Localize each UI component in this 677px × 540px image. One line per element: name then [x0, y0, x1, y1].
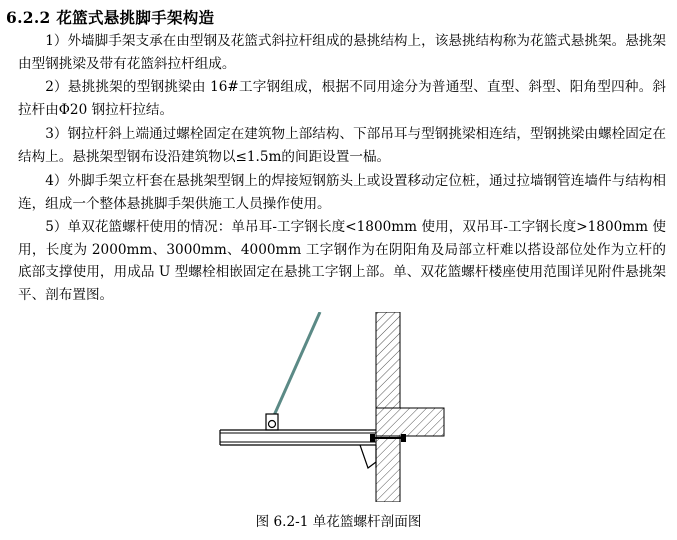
steel-beam	[220, 430, 376, 445]
lifting-lug	[266, 414, 278, 430]
paragraph-5: 5）单双花篮螺杆使用的情况：单吊耳-工字钢长度<1800mm 使用，双吊耳-工字钢长度>1800mm 使用，长度为 2000mm、3000mm、4000mm 工字钢作为在阴阳角及局部立杆难以搭设部位处作为立杆的底部支撑使用，用成品 U 型螺栓相嵌固定在悬挑工字钢上部。单、双花篮螺杆楼座使用范围详见附件悬挑架平、剖布置图。	[18, 219, 666, 303]
paragraph-1: 1）外墙脚手架支承在由型钢及花篮式斜拉杆组成的悬挑结构上，该悬挑结构称为花篮式悬挑架。悬挑架由型钢挑梁及带有花篮斜拉杆组成。	[18, 33, 666, 72]
paragraph-3: 3）钢拉杆斜上端通过螺栓固定在建筑物上部结构、下部吊耳与型钢挑梁相连结，型钢挑梁由螺栓固定在结构上。悬挑架型钢布设沿建筑物以≤1.5m的间距设置一榀。	[18, 126, 666, 165]
tie-rod	[272, 312, 320, 420]
figure-caption: 图 6.2-1 单花篮螺杆剖面图	[255, 514, 422, 530]
cantilever-section-figure	[200, 312, 480, 502]
support-bracket	[360, 445, 376, 468]
paragraph-2: 2）悬挑挑架的型钢挑梁由 16#工字钢组成，根据不同用途分为普通型、直型、斜型、阳角型四种。斜拉杆由Φ20 钢拉杆拉结。	[18, 79, 666, 118]
concrete-wall	[376, 312, 444, 502]
section-heading: 6.2.2 花篮式悬挑脚手架构造	[6, 8, 215, 27]
paragraph-4: 4）外脚手架立杆套在悬挑架型钢上的焊接短钢筋头上或设置移动定位桩，通过拉墙钢管连墙件与结构相连，组成一个整体悬挑脚手架供施工人员操作使用。	[18, 173, 666, 212]
